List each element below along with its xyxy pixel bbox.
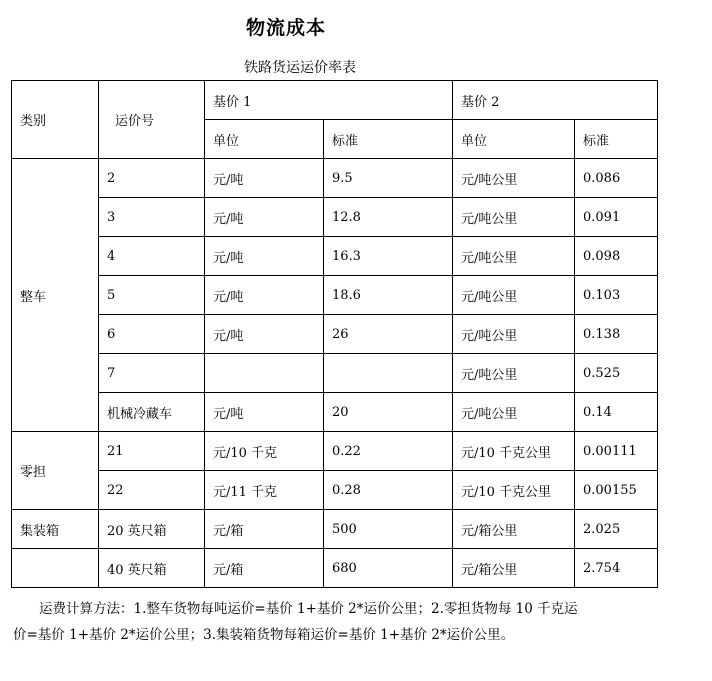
base1-standard-cell: 0.28 xyxy=(324,471,453,510)
category-cell: 整车 xyxy=(12,159,99,432)
base1-standard-cell: 26 xyxy=(324,315,453,354)
table-caption: 铁路货运运价率表 xyxy=(244,60,356,76)
base1-standard-cell: 12.8 xyxy=(324,198,453,237)
base1-standard-cell: 9.5 xyxy=(324,159,453,198)
freight-code-cell: 3 xyxy=(99,198,205,237)
header-row-1 xyxy=(12,81,658,120)
freight-code-cell: 机械冷藏车 xyxy=(99,393,205,432)
base1-unit-cell: 元/吨 xyxy=(205,237,324,276)
table-row xyxy=(12,198,658,237)
table-row xyxy=(12,471,658,510)
base1-standard-cell: 680 xyxy=(324,549,453,588)
base2-standard-cell: 0.091 xyxy=(575,198,658,237)
header-base2-standard: 标准 xyxy=(575,120,658,159)
freight-code-cell: 7 xyxy=(99,354,205,393)
header-code: 运价号 xyxy=(99,81,205,159)
base1-unit-cell: 元/吨 xyxy=(205,198,324,237)
base2-unit-cell: 元/箱公里 xyxy=(453,510,575,549)
base1-unit-cell: 元/吨 xyxy=(205,393,324,432)
table-row xyxy=(12,393,658,432)
category-cell: 零担 xyxy=(12,432,99,510)
calculation-note: 运费计算方法：1.整车货物每吨运价=基价 1+基价 2*运价公里；2.零担货物每 10 千克运价=基价 1+基价 2*运价公里；3.集装箱货物每箱运价=基价 1+基价 2*运价公里。 xyxy=(13,601,578,643)
header-base2-unit: 单位 xyxy=(453,120,575,159)
document-title: 物流成本 xyxy=(245,17,326,39)
base2-standard-cell: 0.00155 xyxy=(575,471,658,510)
base2-standard-cell: 0.098 xyxy=(575,237,658,276)
base2-standard-cell: 0.086 xyxy=(575,159,658,198)
base2-unit-cell: 元/吨公里 xyxy=(453,237,575,276)
base1-standard-cell xyxy=(324,354,453,393)
base1-standard-cell: 0.22 xyxy=(324,432,453,471)
base2-unit-cell: 元/吨公里 xyxy=(453,198,575,237)
table-row xyxy=(12,510,658,549)
header-category: 类别 xyxy=(12,81,99,159)
table-row xyxy=(12,354,658,393)
header-base1-unit: 单位 xyxy=(205,120,324,159)
base2-standard-cell: 0.103 xyxy=(575,276,658,315)
base1-standard-cell: 500 xyxy=(324,510,453,549)
base2-unit-cell: 元/吨公里 xyxy=(453,393,575,432)
table-row xyxy=(12,315,658,354)
header-base1-standard: 标准 xyxy=(324,120,453,159)
base1-unit-cell: 元/10 千克 xyxy=(205,432,324,471)
base2-unit-cell: 元/箱公里 xyxy=(453,549,575,588)
freight-code-cell: 4 xyxy=(99,237,205,276)
base1-unit-cell: 元/箱 xyxy=(205,549,324,588)
base1-unit-cell: 元/11 千克 xyxy=(205,471,324,510)
base1-unit-cell: 元/箱 xyxy=(205,510,324,549)
base1-standard-cell: 16.3 xyxy=(324,237,453,276)
freight-code-cell: 2 xyxy=(99,159,205,198)
freight-code-cell: 6 xyxy=(99,315,205,354)
base2-unit-cell: 元/吨公里 xyxy=(453,315,575,354)
base2-unit-cell: 元/10 千克公里 xyxy=(453,471,575,510)
base2-standard-cell: 0.138 xyxy=(575,315,658,354)
base2-standard-cell: 0.14 xyxy=(575,393,658,432)
base2-standard-cell: 0.00111 xyxy=(575,432,658,471)
freight-code-cell: 40 英尺箱 xyxy=(99,549,205,588)
freight-code-cell: 5 xyxy=(99,276,205,315)
category-cell: 集装箱 xyxy=(12,510,99,549)
base1-unit-cell xyxy=(205,354,324,393)
base2-unit-cell: 元/吨公里 xyxy=(453,159,575,198)
base2-unit-cell: 元/10 千克公里 xyxy=(453,432,575,471)
table-row xyxy=(12,237,658,276)
freight-code-cell: 22 xyxy=(99,471,205,510)
freight-code-cell: 21 xyxy=(99,432,205,471)
base2-standard-cell: 2.025 xyxy=(575,510,658,549)
base2-standard-cell: 2.754 xyxy=(575,549,658,588)
base2-unit-cell: 元/吨公里 xyxy=(453,276,575,315)
rate-table-body xyxy=(12,81,658,588)
base1-unit-cell: 元/吨 xyxy=(205,315,324,354)
freight-code-cell: 20 英尺箱 xyxy=(99,510,205,549)
table-row xyxy=(12,276,658,315)
table-row xyxy=(12,432,658,471)
base1-unit-cell: 元/吨 xyxy=(205,276,324,315)
base1-standard-cell: 18.6 xyxy=(324,276,453,315)
base1-unit-cell: 元/吨 xyxy=(205,159,324,198)
rate-table xyxy=(11,80,658,588)
base2-standard-cell: 0.525 xyxy=(575,354,658,393)
table-row xyxy=(12,549,658,588)
base2-unit-cell: 元/吨公里 xyxy=(453,354,575,393)
table-row xyxy=(12,159,658,198)
header-base2: 基价 2 xyxy=(453,81,658,120)
base1-standard-cell: 20 xyxy=(324,393,453,432)
category-cell xyxy=(12,549,99,588)
header-base1: 基价 1 xyxy=(205,81,453,120)
